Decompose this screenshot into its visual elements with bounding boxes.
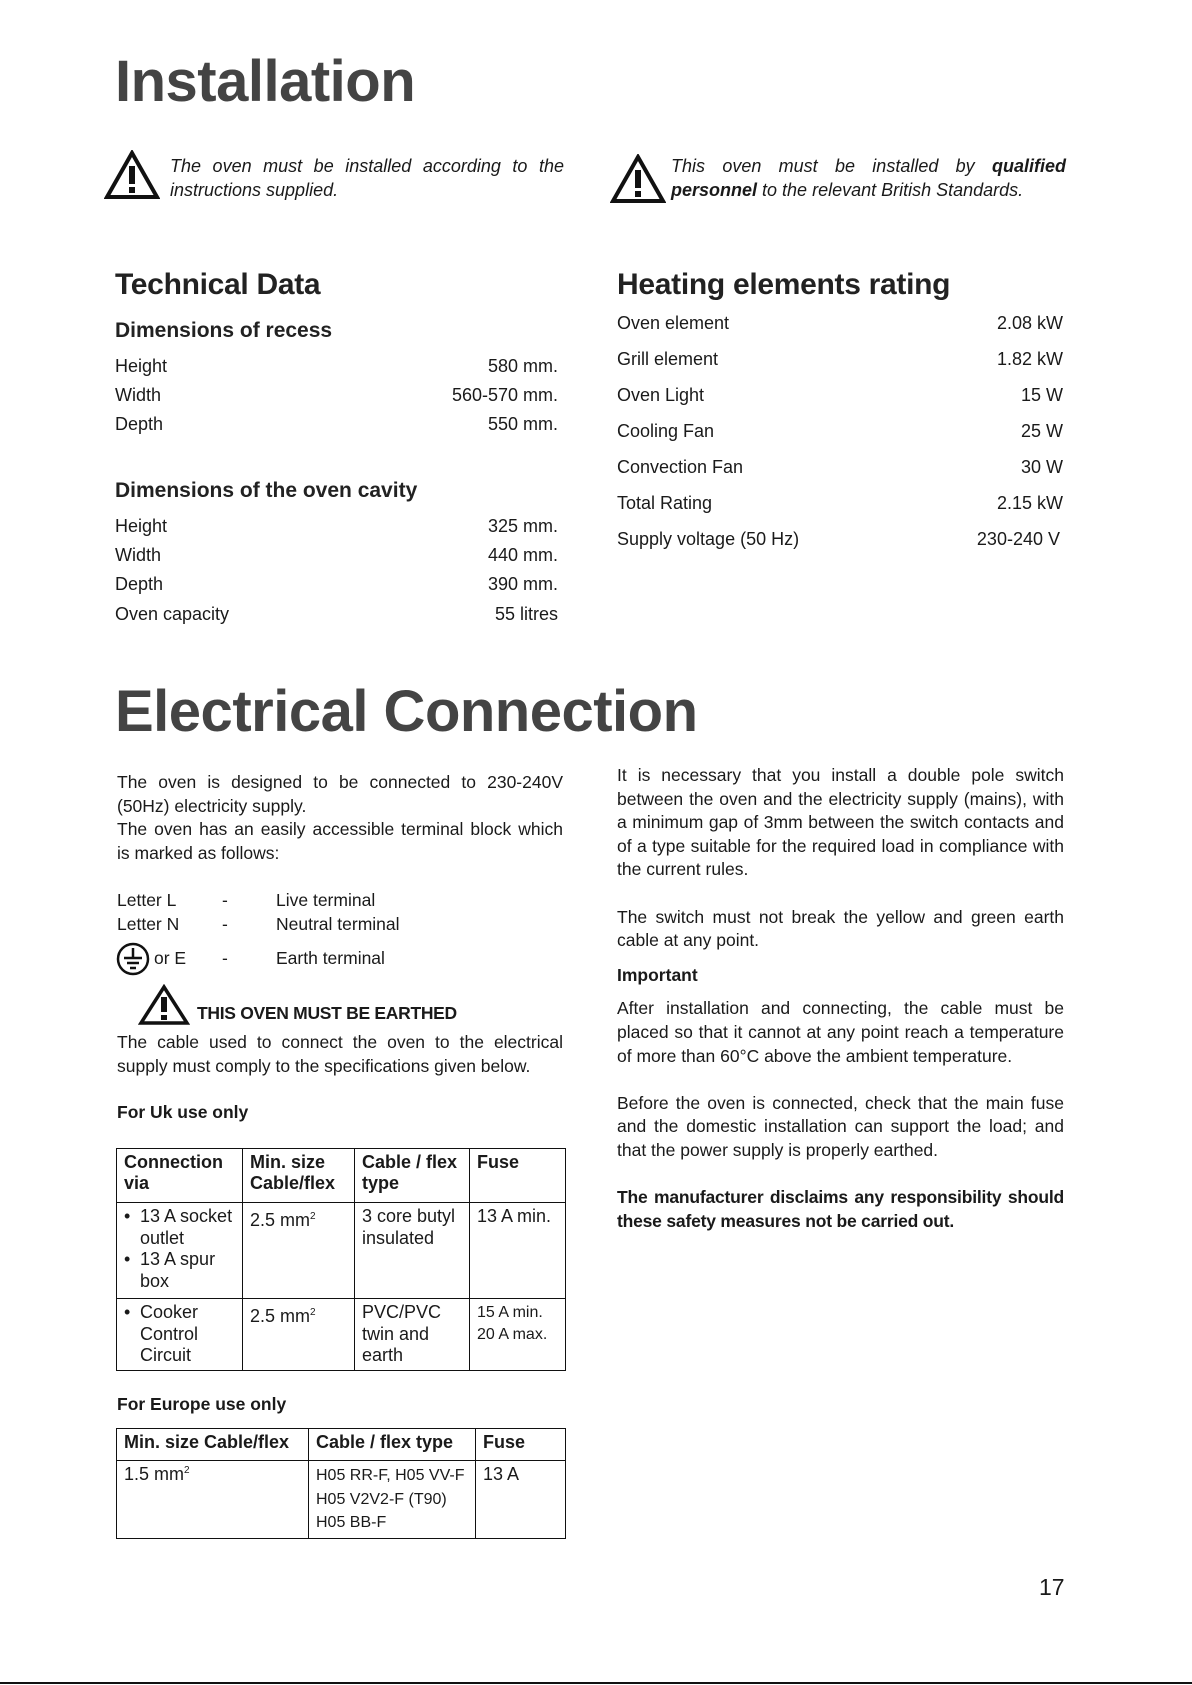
- warning-right-text: This oven must be installed by qualified personnel to the relevant British Standards.: [671, 156, 1066, 200]
- eu-title: For Europe use only: [117, 1394, 287, 1414]
- recess-row: Width 560-570 mm.: [115, 385, 558, 405]
- electrical-title: Electrical Connection: [115, 679, 698, 744]
- terminal-item: or E: [154, 948, 187, 968]
- uk-header: Min. size Cable/flex: [243, 1149, 355, 1203]
- uk-header: Cable / flex type: [355, 1149, 470, 1203]
- terminal-item: Letter N: [117, 914, 180, 934]
- terminal-dash: -: [222, 890, 228, 910]
- cavity-title: Dimensions of the oven cavity: [115, 479, 418, 502]
- page-number: 17: [1039, 1574, 1065, 1600]
- uk-header: Fuse: [470, 1149, 566, 1203]
- eu-cell: 13 A: [476, 1461, 566, 1539]
- terminal-desc: Live terminal: [276, 890, 376, 910]
- uk-title: For Uk use only: [117, 1102, 249, 1122]
- terminal-item: Letter L: [117, 890, 177, 910]
- eu-header: Fuse: [476, 1429, 566, 1461]
- uk-table: [116, 1148, 566, 1371]
- eu-header: Min. size Cable/flex: [117, 1429, 309, 1461]
- cavity-row: Depth 390 mm.: [115, 574, 558, 594]
- heating-row: Grill element 1.82 kW: [617, 349, 1063, 369]
- terminal-dash: -: [222, 914, 228, 934]
- eu-cell: 1.5 $mm^2$: [117, 1461, 309, 1539]
- uk-cell: PVC/PVC twin and earth: [355, 1299, 470, 1371]
- heating-row: Supply voltage (50 Hz) 230-240 V: [617, 529, 1060, 549]
- heating-row: Oven element 2.08 kW: [617, 313, 1063, 333]
- terminal-dash: -: [222, 948, 228, 968]
- cavity-row: Height 325 mm.: [115, 516, 558, 536]
- electrical-right-text: It is necessary that you install a double pole switch between the oven and the electricity supply (mains), with a minimum gap of 3mm between the switch contacts and of a type suitable for the required load in compliance with the current rules. The switch must not break the yellow and green earth cable at any point. Important After installation and connecting, the cable must be placed so that it cannot at any point reach a temperature of more than 60°C above the ambient temperature. Before the oven is connected, check that the main fuse and the domestic installation can support the load; and that the power supply is properly earthed. The manufacturer disclaims any responsibility should these safety measures not be carried out.: [617, 765, 1064, 1231]
- uk-cell: 15 A min. 20 A max.: [470, 1299, 566, 1371]
- warning-icon: [104, 150, 160, 200]
- warning-left-text: The oven must be installed according to the instructions supplied.: [170, 156, 564, 200]
- eu-header: Cable / flex type: [309, 1429, 476, 1461]
- eu-table: [116, 1428, 566, 1539]
- electrical-intro: The oven is designed to be connected to 230-240V (50Hz) electricity supply. The oven has an easily accessible terminal block which is marked as follows:: [117, 772, 563, 863]
- terminal-desc: Earth terminal: [276, 948, 385, 968]
- uk-cell: • Cooker Control Circuit: [117, 1299, 243, 1371]
- recess-row: Height 580 mm.: [115, 356, 558, 376]
- heating-row: Total Rating 2.15 kW: [617, 493, 1063, 513]
- uk-cell: 13 A min.: [470, 1203, 566, 1299]
- technical-data-title: Technical Data: [115, 268, 321, 301]
- eu-cell: H05 RR-F, H05 VV-F H05 V2V2-F (T90) H05 BB-F: [309, 1461, 476, 1539]
- cable-spec-text: The cable used to connect the oven to the electrical supply must comply to the specifications given below.: [117, 1032, 563, 1076]
- earthed-warning: THIS OVEN MUST BE EARTHED: [197, 1003, 457, 1023]
- cavity-row: Oven capacity 55 litres: [115, 604, 558, 624]
- earth-symbol-icon: [116, 942, 150, 976]
- warning-icon: [138, 984, 190, 1026]
- terminal-desc: Neutral terminal: [276, 914, 400, 934]
- recess-title: Dimensions of recess: [115, 319, 333, 342]
- uk-header: Connection via: [117, 1149, 243, 1203]
- uk-cell: 3 core butyl insulated: [355, 1203, 470, 1299]
- heating-row: Cooling Fan 25 W: [617, 421, 1063, 441]
- heating-row: Convection Fan 30 W: [617, 457, 1063, 477]
- warning-icon: [610, 154, 666, 204]
- recess-row: Depth 550 mm.: [115, 414, 558, 434]
- heating-row: Oven Light 15 W: [617, 385, 1063, 405]
- uk-cell: 2.5 $mm^2$: [243, 1203, 355, 1299]
- uk-cell: • 13 A socket outlet • 13 A spur box: [117, 1203, 243, 1299]
- heating-title: Heating elements rating: [617, 268, 951, 301]
- cavity-row: Width 440 mm.: [115, 545, 558, 565]
- uk-cell: 2.5 $mm^2$: [243, 1299, 355, 1371]
- bottom-rule: [0, 1682, 1192, 1684]
- installation-title: Installation: [115, 49, 416, 114]
